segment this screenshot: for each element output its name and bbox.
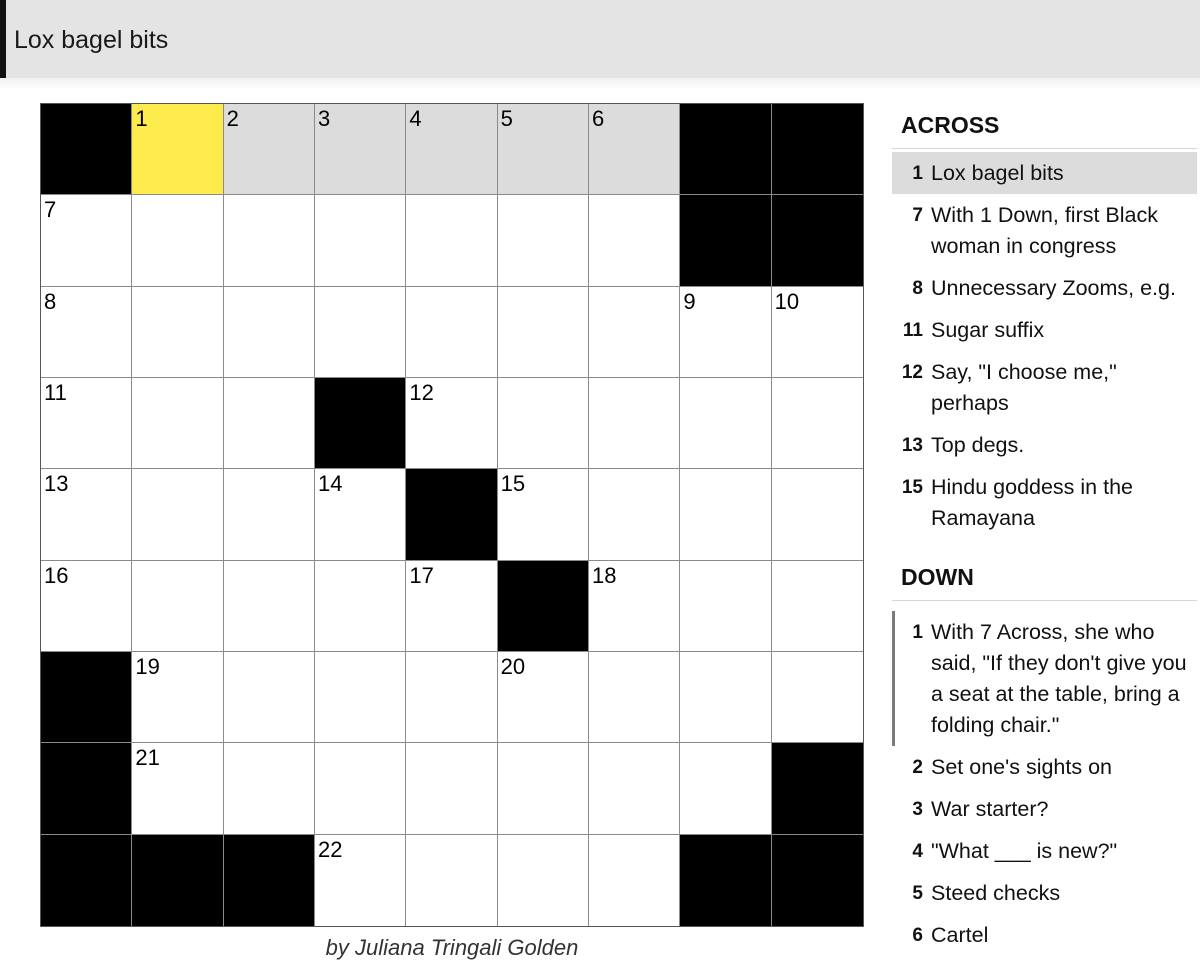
clue-text: Unnecessary Zooms, e.g.: [931, 276, 1176, 300]
grid-cell[interactable]: [315, 469, 406, 560]
grid-cell[interactable]: [132, 652, 223, 743]
block-cell: [41, 835, 132, 926]
block-cell: [498, 561, 589, 652]
grid-cell[interactable]: [224, 195, 315, 286]
grid-cell[interactable]: [41, 287, 132, 378]
down-clue-4[interactable]: [892, 830, 1197, 872]
cell-number: 18: [592, 562, 617, 588]
grid-cell[interactable]: [589, 743, 680, 834]
grid-cell[interactable]: [315, 287, 406, 378]
grid-cell[interactable]: [680, 652, 771, 743]
clue-text: "What ___ is new?": [931, 839, 1118, 863]
grid-cell[interactable]: [772, 287, 863, 378]
grid-cell[interactable]: [406, 561, 497, 652]
clue-text: Lox bagel bits: [931, 161, 1064, 185]
across-clue-7[interactable]: [892, 194, 1197, 267]
grid-cell[interactable]: [772, 378, 863, 469]
block-cell: [41, 652, 132, 743]
grid-cell[interactable]: [224, 652, 315, 743]
grid-cell[interactable]: [132, 195, 223, 286]
grid-cell[interactable]: [589, 287, 680, 378]
crossword-grid[interactable]: [40, 103, 864, 927]
cell-number: 11: [44, 380, 67, 405]
cell-number: 1: [135, 106, 148, 131]
grid-cell[interactable]: [498, 469, 589, 560]
clue-number: 1: [912, 163, 923, 184]
cell-number: 5: [500, 106, 513, 131]
block-cell: [680, 195, 771, 286]
clue-text: Set one's sights on: [931, 755, 1112, 779]
grid-cell[interactable]: [680, 743, 771, 834]
grid-cell[interactable]: [315, 652, 406, 743]
clue-text: With 7 Across, she who said, "If they don't give you a seat at the table, bring a folding chair.": [931, 620, 1187, 737]
grid-cell[interactable]: [315, 104, 406, 195]
clue-text: Cartel: [931, 923, 989, 947]
header-divider: [0, 78, 1200, 90]
grid-cell[interactable]: [498, 652, 589, 743]
cell-number: 8: [44, 288, 57, 314]
block-cell: [315, 378, 406, 469]
clue-number: 15: [901, 477, 923, 498]
clue-number: 4: [912, 841, 923, 862]
cell-number: 4: [409, 106, 422, 131]
grid-cell[interactable]: [224, 287, 315, 378]
block-cell: [41, 743, 132, 834]
grid-cell[interactable]: [589, 652, 680, 743]
current-clue-bar: [0, 0, 1200, 78]
grid-cell[interactable]: [772, 469, 863, 560]
grid-cell[interactable]: [589, 835, 680, 926]
clue-text: Sugar suffix: [931, 318, 1045, 342]
cell-number: 3: [318, 106, 331, 131]
grid-cell[interactable]: [589, 195, 680, 286]
grid-cell[interactable]: [406, 195, 497, 286]
down-clue-6[interactable]: [892, 914, 1197, 956]
grid-cell[interactable]: [132, 378, 223, 469]
grid-cell[interactable]: [406, 743, 497, 834]
across-clue-13[interactable]: [892, 424, 1197, 466]
clue-number: 11: [902, 320, 923, 341]
cell-number: 9: [683, 288, 696, 314]
grid-cell[interactable]: [41, 378, 132, 469]
cell-number: 19: [135, 654, 160, 679]
cell-number: 15: [500, 471, 526, 497]
grid-cell[interactable]: [589, 104, 680, 195]
grid-cell[interactable]: [498, 195, 589, 286]
down-title: DOWN: [901, 564, 974, 590]
grid-cell[interactable]: [498, 743, 589, 834]
block-cell: [132, 835, 223, 926]
cell-number: 7: [44, 197, 57, 223]
clue-number: 7: [912, 205, 923, 226]
clue-text: War starter?: [931, 797, 1049, 821]
grid-cell[interactable]: [772, 652, 863, 743]
block-cell: [680, 104, 771, 195]
grid-cell[interactable]: [498, 378, 589, 469]
current-clue-text: Lox bagel bits: [14, 26, 169, 54]
cell-number: 14: [318, 471, 343, 497]
grid-cell[interactable]: [224, 743, 315, 834]
down-clue-list[interactable]: [892, 611, 1197, 971]
cell-number: 10: [774, 288, 800, 314]
grid-cell[interactable]: [315, 835, 406, 926]
block-cell: [680, 835, 771, 926]
block-cell: [41, 104, 132, 195]
grid-cell[interactable]: [680, 469, 771, 560]
across-clue-1[interactable]: [892, 152, 1197, 194]
clue-text: Hindu goddess in the Ramayana: [931, 475, 1134, 530]
down-clue-5[interactable]: [892, 872, 1197, 914]
clue-panel: [892, 100, 1200, 971]
puzzle-byline: by Juliana Tringali Golden: [325, 935, 579, 960]
grid-cell[interactable]: [132, 287, 223, 378]
block-cell: [772, 835, 863, 926]
cell-number: 20: [500, 654, 526, 679]
block-cell: [224, 835, 315, 926]
grid-cell[interactable]: [406, 287, 497, 378]
clue-text: With 1 Down, first Black woman in congress: [931, 203, 1158, 258]
clue-number: 6: [912, 925, 923, 946]
clue-text: Steed checks: [931, 881, 1061, 905]
cell-number: 17: [409, 562, 434, 588]
across-title-divider: [892, 148, 1197, 149]
clue-number: 2: [912, 757, 923, 778]
grid-cell[interactable]: [498, 287, 589, 378]
grid-cell[interactable]: [680, 561, 771, 652]
block-cell: [406, 469, 497, 560]
block-cell: [772, 104, 863, 195]
clue-number: 1: [912, 622, 923, 643]
cell-number: 13: [44, 471, 69, 497]
clue-number: 5: [912, 883, 923, 904]
cell-number: 6: [592, 106, 605, 131]
clue-number: 3: [912, 799, 923, 820]
down-clue-3[interactable]: [892, 788, 1197, 830]
grid-cell[interactable]: [406, 835, 497, 926]
grid-cell[interactable]: [498, 104, 589, 195]
across-clue-12[interactable]: [892, 351, 1197, 424]
grid-cell[interactable]: [315, 195, 406, 286]
grid-cell[interactable]: [132, 743, 223, 834]
grid-cell[interactable]: [406, 104, 497, 195]
cell-number: 2: [226, 106, 239, 131]
grid-cell[interactable]: [315, 561, 406, 652]
grid-cell[interactable]: [41, 469, 132, 560]
clue-text: Say, "I choose me," perhaps: [931, 360, 1117, 415]
clue-number: 12: [901, 362, 923, 383]
cell-number: 16: [44, 562, 69, 588]
block-cell: [772, 195, 863, 286]
down-clue-2[interactable]: [892, 746, 1197, 788]
grid-cell[interactable]: [680, 378, 771, 469]
grid-cell[interactable]: [41, 561, 132, 652]
down-clue-1[interactable]: [892, 611, 1197, 746]
cell-number: 21: [135, 745, 160, 771]
grid-cell[interactable]: [132, 104, 223, 195]
grid-cell[interactable]: [224, 378, 315, 469]
grid-cell[interactable]: [589, 378, 680, 469]
across-clue-15[interactable]: [892, 466, 1197, 539]
grid-cell[interactable]: [589, 561, 680, 652]
grid-cell[interactable]: [680, 287, 771, 378]
clue-number: 8: [912, 278, 923, 299]
across-title: ACROSS: [901, 112, 1000, 138]
grid-cell[interactable]: [132, 469, 223, 560]
across-clue-11[interactable]: [892, 309, 1197, 351]
grid-cell[interactable]: [224, 104, 315, 195]
grid-cell[interactable]: [41, 195, 132, 286]
grid-cell[interactable]: [406, 378, 497, 469]
grid-cell[interactable]: [772, 561, 863, 652]
across-clue-list[interactable]: [892, 152, 1197, 554]
block-cell: [772, 743, 863, 834]
grid-cell[interactable]: [224, 469, 315, 560]
grid-cell[interactable]: [498, 835, 589, 926]
grid-cell[interactable]: [406, 652, 497, 743]
down-title-divider: [892, 600, 1197, 601]
across-clue-8[interactable]: [892, 267, 1197, 309]
grid-cell[interactable]: [589, 469, 680, 560]
grid-cell[interactable]: [132, 561, 223, 652]
cell-number: 22: [318, 836, 343, 862]
clue-text: Top degs.: [931, 433, 1025, 457]
clue-number: 13: [901, 435, 923, 456]
cell-number: 12: [409, 380, 434, 405]
grid-cell[interactable]: [315, 743, 406, 834]
grid-cell[interactable]: [224, 561, 315, 652]
